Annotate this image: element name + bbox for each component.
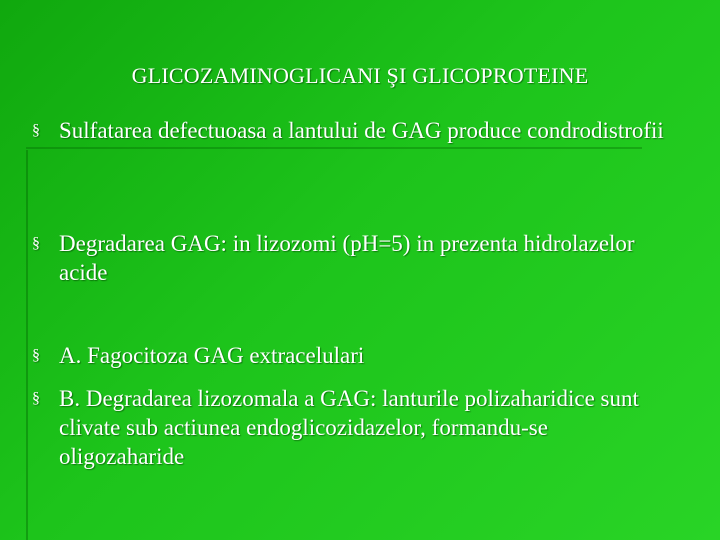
- bullet-marker-icon: §: [32, 347, 40, 364]
- bullet-text: Degradarea GAG: in lizozomi (pH=5) in prezenta hidrolazelor acide: [59, 231, 635, 285]
- bullet-text: A. Fagocitoza GAG extracelulari: [59, 343, 365, 368]
- bullet-marker-icon: §: [32, 390, 40, 407]
- decorative-horizontal-line: [26, 147, 642, 149]
- bullet-item: [32, 116, 672, 145]
- decorative-vertical-line: [26, 150, 28, 540]
- bullet-item: [32, 229, 672, 287]
- bullet-item: [32, 384, 672, 471]
- bullet-text: Sulfatarea defectuoasa a lantului de GAG produce condrodistrofii: [59, 118, 664, 143]
- bullet-text: B. Degradarea lizozomala a GAG: lanturile polizaharidice sunt clivate sub actiunea endoglicozidazelor, formandu-se oligozaharide: [59, 386, 639, 469]
- slide-title: GLICOZAMINOGLICANI ŞI GLICOPROTEINE: [131, 63, 589, 88]
- bullet-item: [32, 341, 672, 370]
- bullet-marker-icon: §: [32, 122, 40, 139]
- bullet-marker-icon: §: [32, 235, 40, 252]
